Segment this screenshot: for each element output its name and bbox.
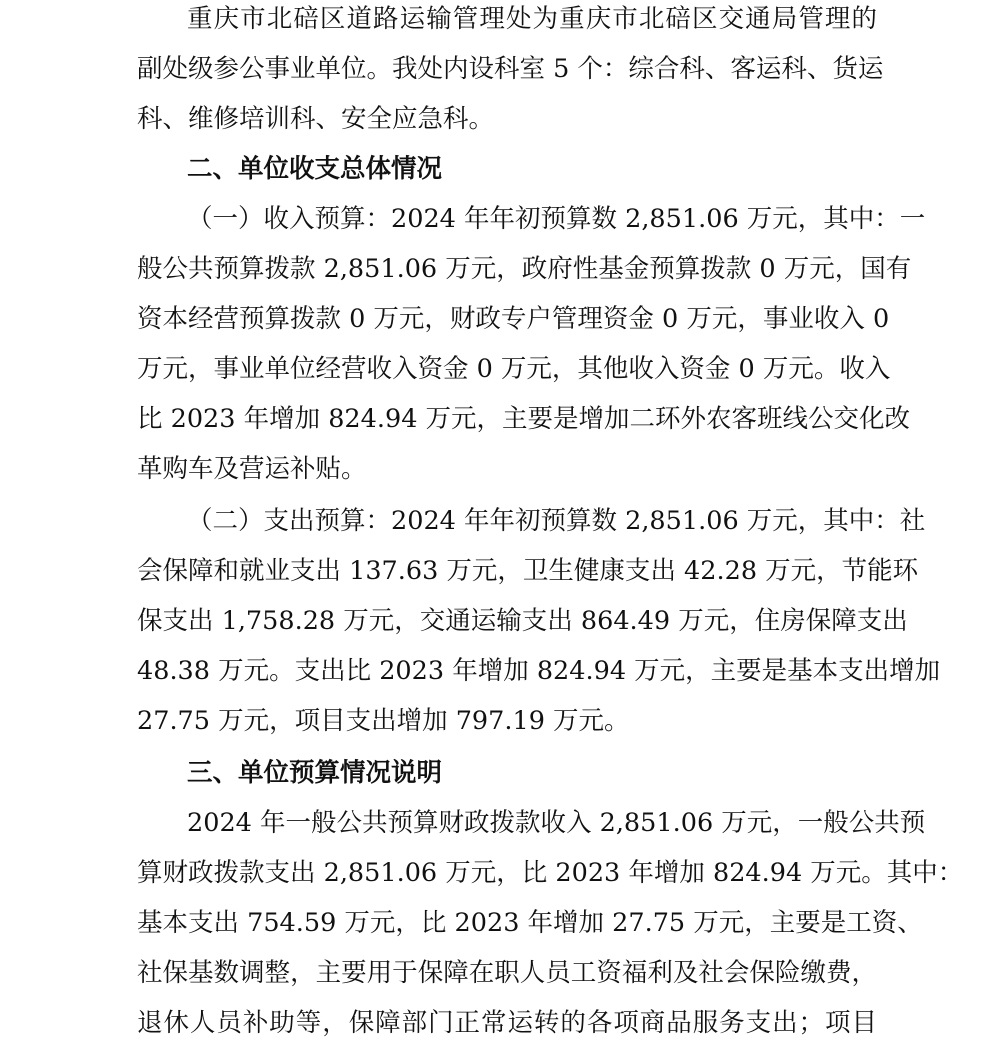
paragraph-line: 48.38 万元。支出比 2023 年增加 824.94 万元，主要是基本支出增加	[137, 656, 941, 686]
paragraph-line: 般公共预算拨款 2,851.06 万元，政府性基金预算拨款 0 万元，国有	[137, 254, 912, 284]
paragraph-line: （一）收入预算：2024 年年初预算数 2,851.06 万元，其中：一	[187, 204, 926, 234]
paragraph-line: 退休人员补助等，保障部门正常运转的各项商品服务支出；项目	[137, 1008, 877, 1038]
paragraph-line: 资本经营预算拨款 0 万元，财政专户管理资金 0 万元，事业收入 0	[137, 304, 890, 334]
paragraph-line: 保支出 1,758.28 万元，交通运输支出 864.49 万元，住房保障支出	[137, 606, 908, 636]
paragraph-line: 2024 年一般公共预算财政拨款收入 2,851.06 万元，一般公共预	[187, 808, 926, 838]
paragraph-line: 比 2023 年增加 824.94 万元，主要是增加二环外农客班线公交化改	[137, 404, 911, 434]
paragraph-line: 算财政拨款支出 2,851.06 万元，比 2023 年增加 824.94 万元。其中：	[137, 858, 964, 888]
paragraph-line: 27.75 万元，项目支出增加 797.19 万元。	[137, 706, 630, 736]
paragraph-line: 万元，事业单位经营收入资金 0 万元，其他收入资金 0 万元。收入	[137, 354, 891, 384]
paragraph-line: 重庆市北碚区道路运输管理处为重庆市北碚区交通局管理的	[187, 4, 877, 34]
section-heading: 三、单位预算情况说明	[187, 758, 443, 788]
paragraph-line: 社保基数调整，主要用于保障在职人员工资福利及社会保险缴费，	[137, 958, 877, 988]
paragraph-line: 革购车及营运补贴。	[137, 454, 367, 484]
paragraph-line: 会保障和就业支出 137.63 万元，卫生健康支出 42.28 万元，节能环	[137, 556, 919, 586]
paragraph-line: 基本支出 754.59 万元，比 2023 年增加 27.75 万元，主要是工资、	[137, 908, 923, 938]
section-heading: 二、单位收支总体情况	[187, 154, 443, 184]
paragraph-line: 科、维修培训科、安全应急科。	[137, 104, 495, 134]
paragraph-line: 副处级参公事业单位。我处内设科室 5 个：综合科、客运科、货运	[137, 54, 884, 84]
paragraph-line: （二）支出预算：2024 年年初预算数 2,851.06 万元，其中：社	[187, 506, 926, 536]
